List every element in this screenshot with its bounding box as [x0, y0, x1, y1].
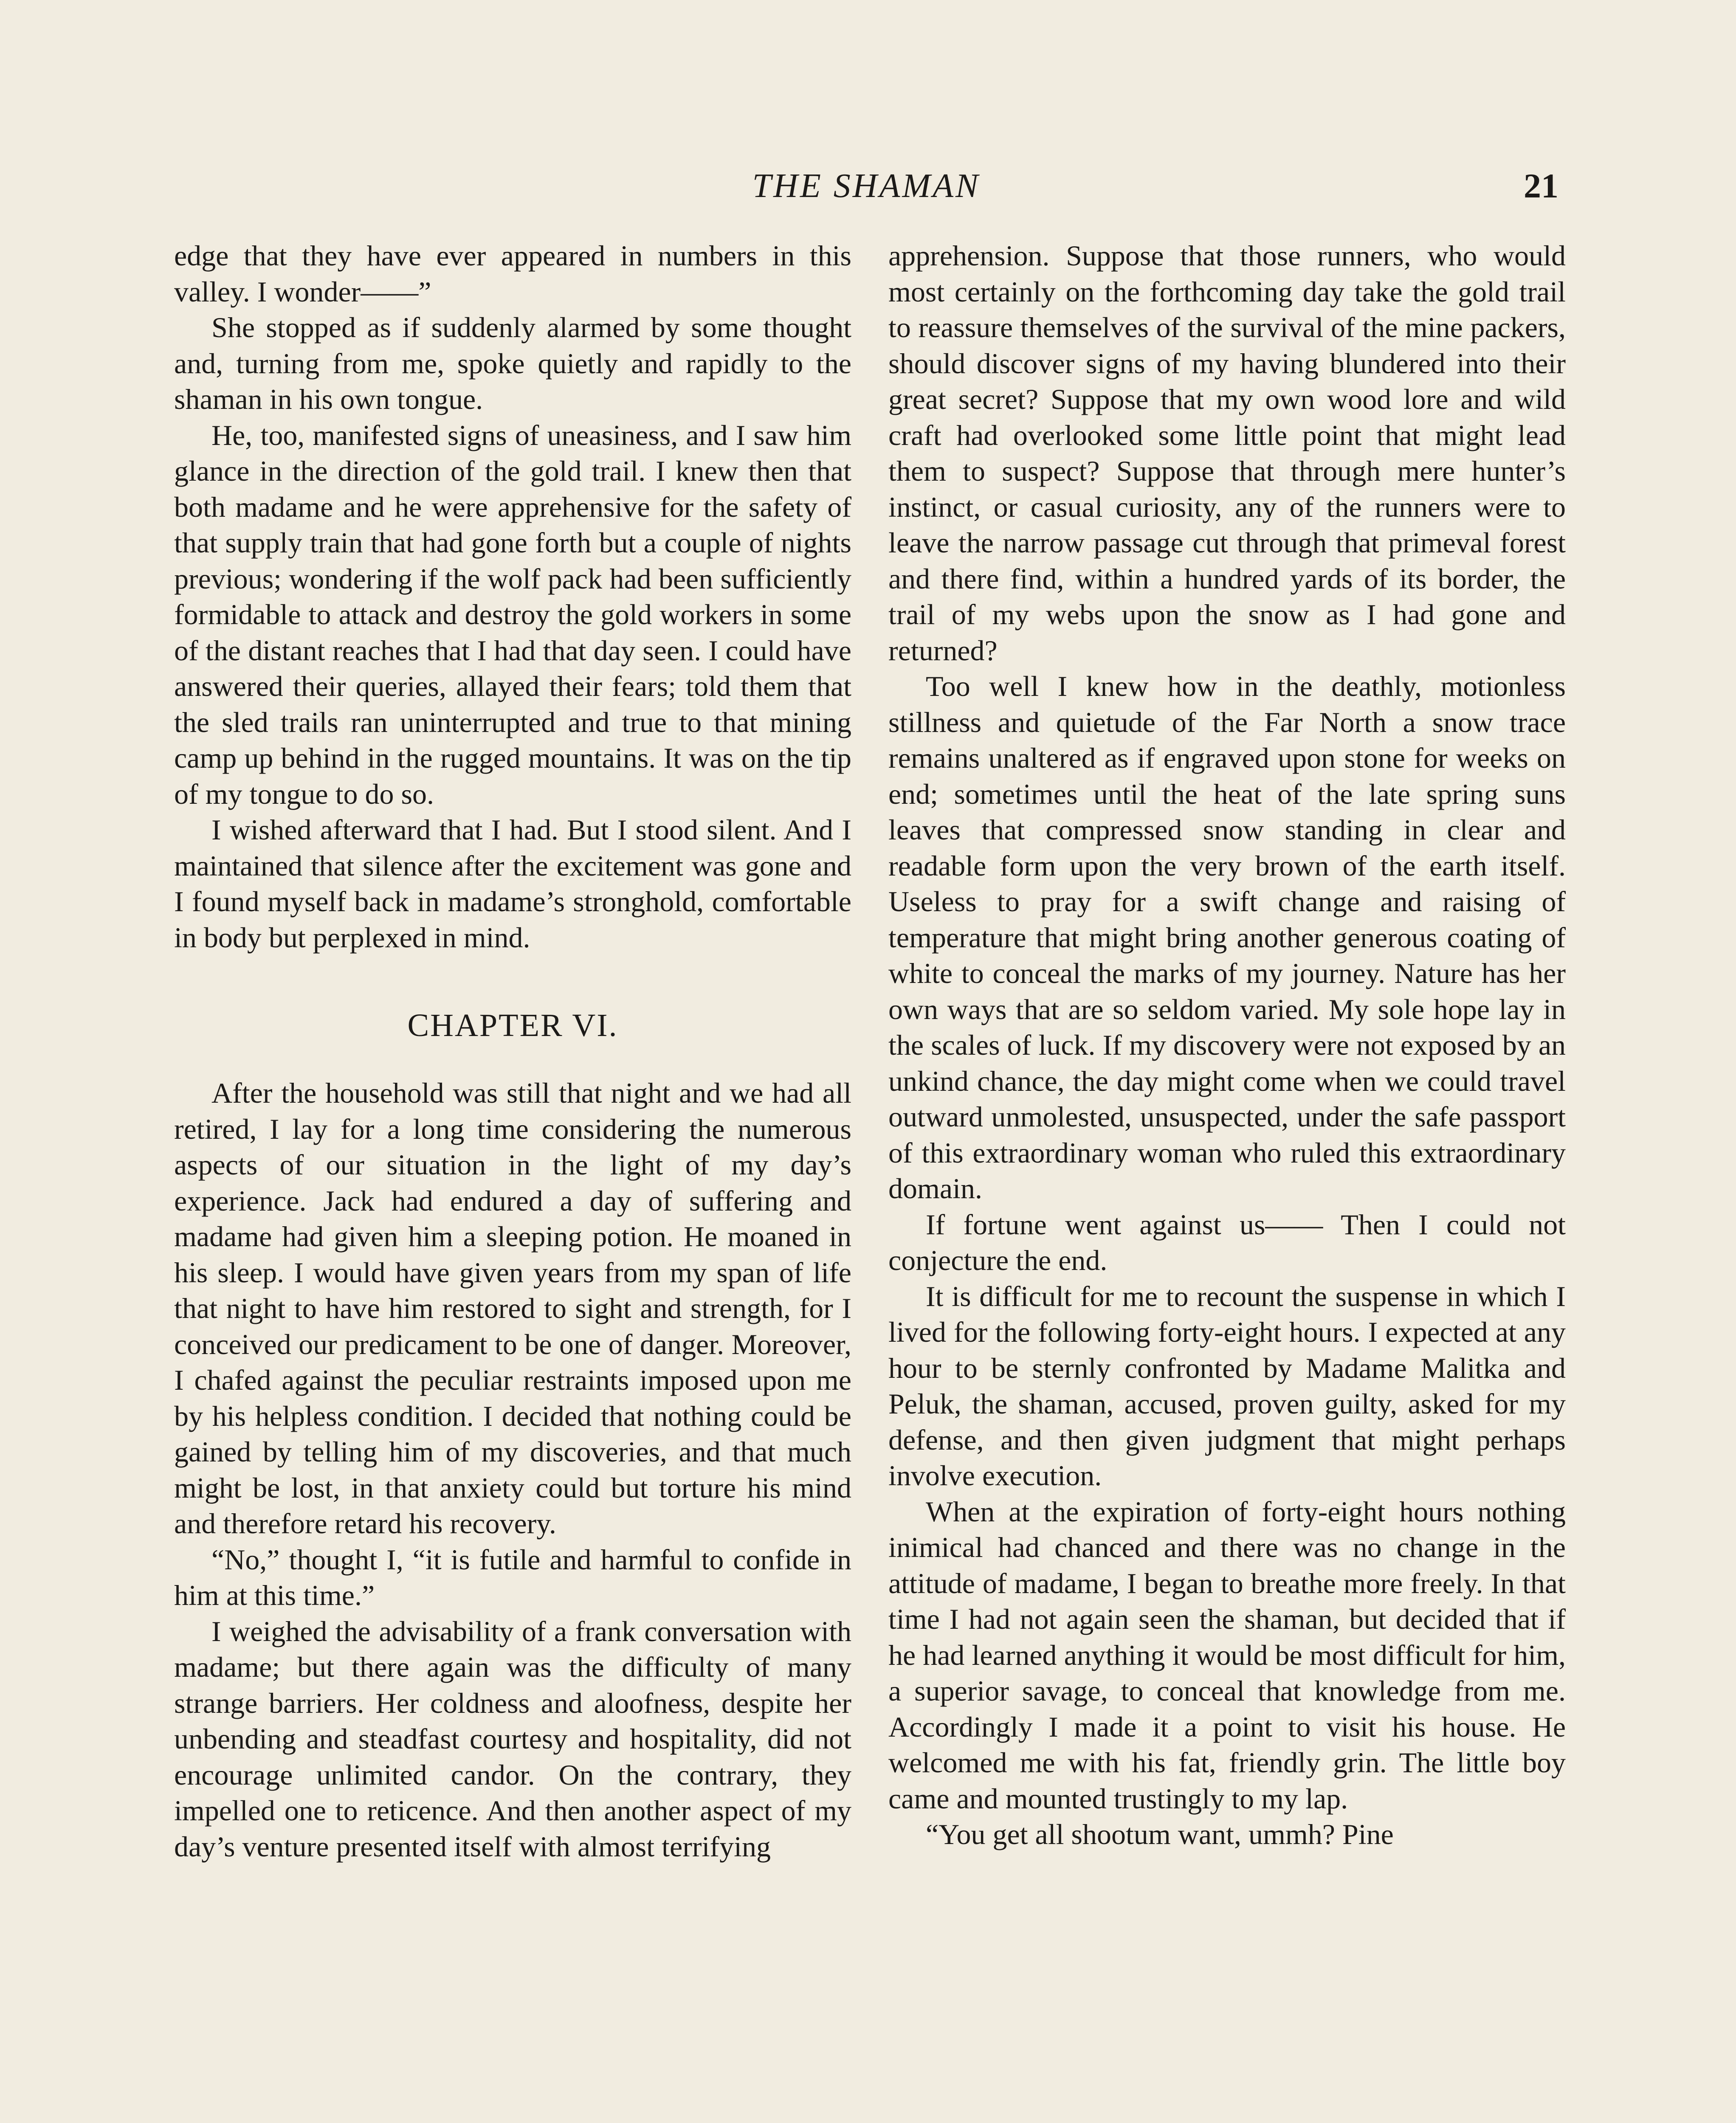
- right-column: [888, 238, 1566, 1853]
- paragraph: I weighed the advisability of a frank conversation with madame; but there again was the difficulty of many strange barriers. Her coldness and aloofness, despite her unbending and steadfast courtesy and hospitality, did not encourage unlimited candor. On the contrary, they impelled one to reticence. And then another aspect of my day’s venture presented itself with almost terrifying: [174, 1615, 851, 1863]
- chapter-heading: CHAPTER VI.: [407, 1008, 618, 1043]
- paragraph: Too well I knew how in the deathly, motionless stillness and quietude of the Far North a snow trace remains unaltered as if engraved upon stone for weeks on end; sometimes until the heat of the late spring suns leaves that compressed snow standing in clear and readable form upon the very brown of the earth itself. Useless to pray for a swift change and raising of temperature that might bring another generous coating of white to conceal the marks of my journey. Nature has her own ways that are so seldom varied. My sole hope lay in the scales of luck. If my discovery were not exposed by an unkind chance, the day might come when we could travel outward unmolested, unsuspected, under the safe passport of this extraordinary woman who ruled this extraordinary domain.: [888, 670, 1566, 1205]
- paragraph: edge that they have ever appeared in numbers in this valley. I wonder——”: [174, 239, 851, 308]
- paragraph: It is difficult for me to recount the suspense in which I lived for the following forty-eight hours. I expected at any hour to be sternly confronted by Madame Malitka and Peluk, the shaman, accused, proven guilty, asked for my defense, and then given judgment that might perhaps involve execution.: [888, 1280, 1566, 1492]
- page-number: 21: [1524, 166, 1558, 205]
- paragraph: apprehension. Suppose that those runners, who would most certainly on the forthcoming day take the gold trail to reassure themselves of the survival of the mine packers, should discover signs of my having blundered into their great secret? Suppose that my own wood lore and wild craft had overlooked some little point that might lead them to suspect? Suppose that through mere hunter’s instinct, or casual curiosity, any of the runners were to leave the narrow passage cut through that primeval forest and there find, within a hundred yards of its border, the trail of my webs upon the snow as I had gone and returned?: [888, 239, 1566, 667]
- left-column: [174, 238, 851, 1864]
- paragraph: He, too, manifested signs of uneasiness, and I saw him glance in the direction of the gold trail. I knew then that both madame and he were apprehensive for the safety of that supply train that had gone forth but a couple of nights previous; wondering if the wolf pack had been sufficiently formidable to attack and destroy the gold workers in some of the distant reaches that I had that day seen. I could have answered their queries, allayed their fears; told them that the sled trails ran uninterrupted and true to that mining camp up behind in the rugged mountains. It was on the tip of my tongue to do so.: [174, 419, 851, 810]
- paragraph: “No,” thought I, “it is futile and harmful to confide in him at this time.”: [174, 1543, 851, 1611]
- running-title: THE SHAMAN: [752, 167, 981, 205]
- paragraph: If fortune went against us—— Then I could not conjecture the end.: [888, 1208, 1566, 1276]
- running-head: [174, 160, 1558, 211]
- paragraph: “You get all shootum want, ummh? Pine: [926, 1818, 1394, 1850]
- paragraph: After the household was still that night and we had all retired, I lay for a long time considering the numerous aspects of our situation in the light of my day’s experience. Jack had endured a day of suffering and madame had given him a sleeping potion. He moaned in his sleep. I would have given years from my span of life that night to have him restored to sight and strength, for I conceived our predicament to be one of danger. Moreover, I chafed against the peculiar restraints imposed upon me by his helpless condition. I decided that nothing could be gained by telling him of my discoveries, and that much might be lost, in that anxiety could but torture his mind and therefore retard his recovery.: [174, 1077, 851, 1540]
- paragraph: She stopped as if suddenly alarmed by some thought and, turning from me, spoke quietly and rapidly to the shaman in his own tongue.: [174, 311, 851, 415]
- paragraph: When at the expiration of forty-eight hours nothing inimical had chanced and there was no change in the attitude of madame, I began to breathe more freely. In that time I had not again seen the shaman, but decided that if he had learned anything it would be most difficult for him, a superior savage, to conceal that knowledge from me. Accordingly I made it a point to visit his house. He welcomed me with his fat, friendly grin. The little boy came and mounted trustingly to my lap.: [888, 1495, 1566, 1815]
- paragraph: I wished afterward that I had. But I stood silent. And I maintained that silence after the excitement was gone and I found myself back in madame’s stronghold, comfortable in body but perplexed in mind.: [174, 814, 851, 954]
